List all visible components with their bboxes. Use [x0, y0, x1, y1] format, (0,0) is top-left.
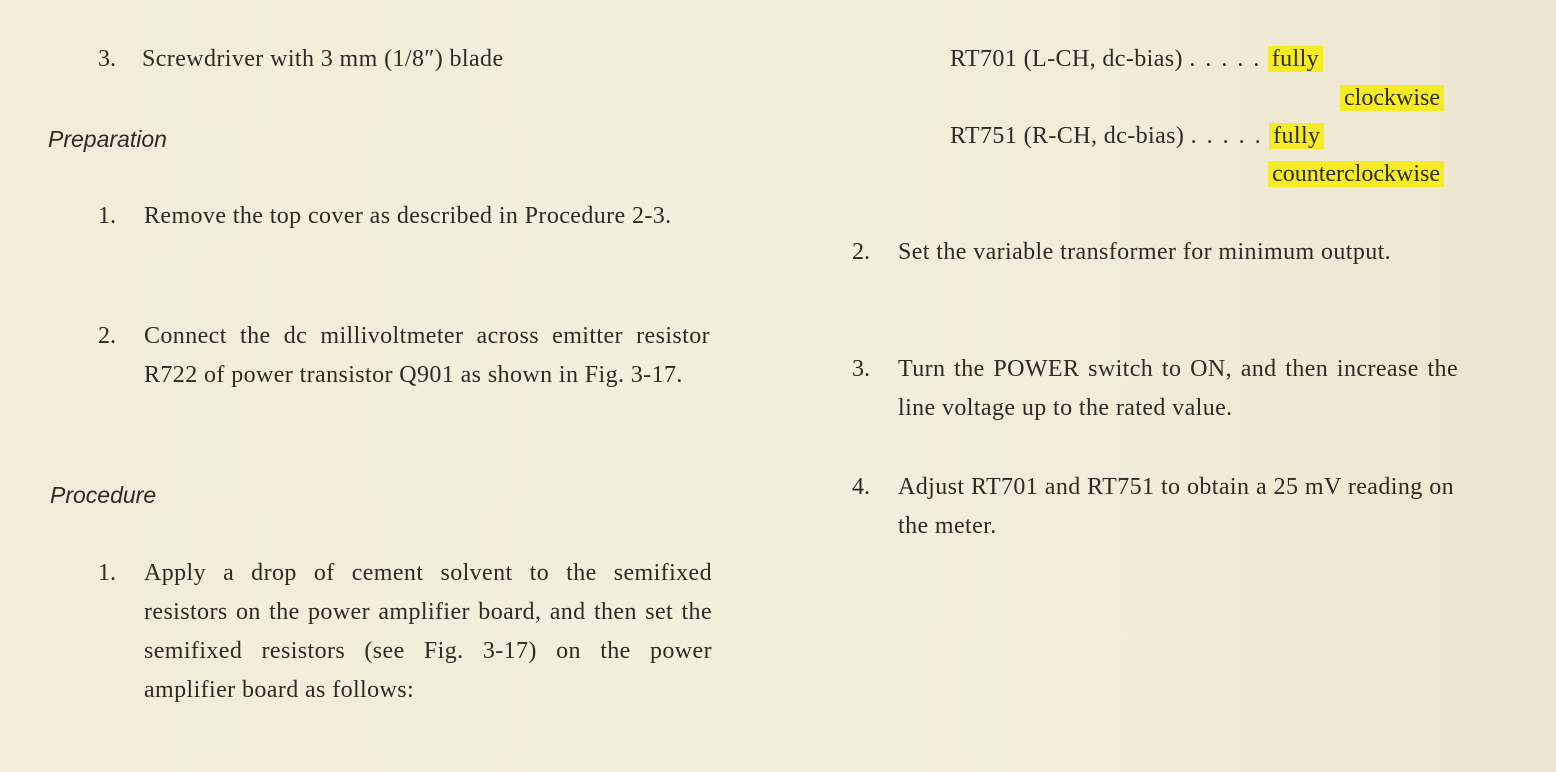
setting-rt701-value-line1: fully: [1268, 46, 1323, 72]
tool-item-number: 3.: [98, 46, 116, 72]
proc-step-1-number: 1.: [98, 560, 116, 586]
setting-rt751-value-line2: counterclockwise: [1268, 161, 1444, 187]
setting-rt751-label: RT751 (R-CH, dc-bias): [950, 123, 1185, 149]
prep-step-2-number: 2.: [98, 323, 116, 349]
right-step-3-number: 3.: [852, 356, 870, 382]
right-step-3-text: Turn the POWER switch to ON, and then increase the line voltage up to the rated value.: [898, 356, 1458, 421]
right-step-4-text: Adjust RT701 and RT751 to obtain a 25 mV reading on the meter.: [898, 474, 1454, 539]
prep-step-1-number: 1.: [98, 203, 116, 229]
setting-rt751-leader: . . . . .: [1190, 123, 1263, 149]
setting-rt701-value-line2: clockwise: [1340, 85, 1444, 111]
setting-rt751-value-line2-wrap: [1268, 155, 1444, 194]
setting-rt751-value-line1: fully: [1269, 123, 1324, 149]
procedure-heading: Procedure: [50, 482, 157, 508]
setting-rt701-value-line2-wrap: [1340, 79, 1444, 118]
proc-step-1-text: Apply a drop of cement solvent to the semifixed resistors on the power amplifier board, and then set the semifixed resistors (see Fig. 3-17) on the power amplifier board as follows:: [144, 560, 712, 703]
right-step-4-number: 4.: [852, 474, 870, 500]
setting-rt701: [950, 40, 1323, 79]
prep-step-2-text: Connect the dc millivoltmeter across emitter resistor R722 of power transistor Q901 as shown in Fig. 3-17.: [144, 323, 710, 388]
right-step-2-number: 2.: [852, 239, 870, 265]
right-step-2-text: Set the variable transformer for minimum output.: [898, 239, 1392, 265]
preparation-heading: Preparation: [48, 126, 167, 152]
tool-item-text: Screwdriver with 3 mm (1/8″) blade: [142, 46, 504, 72]
prep-step-1-text: Remove the top cover as described in Procedure 2-3.: [144, 203, 672, 229]
setting-rt701-leader: . . . . .: [1189, 46, 1262, 72]
setting-rt701-label: RT701 (L-CH, dc-bias): [950, 46, 1183, 72]
setting-rt751: [950, 117, 1324, 156]
